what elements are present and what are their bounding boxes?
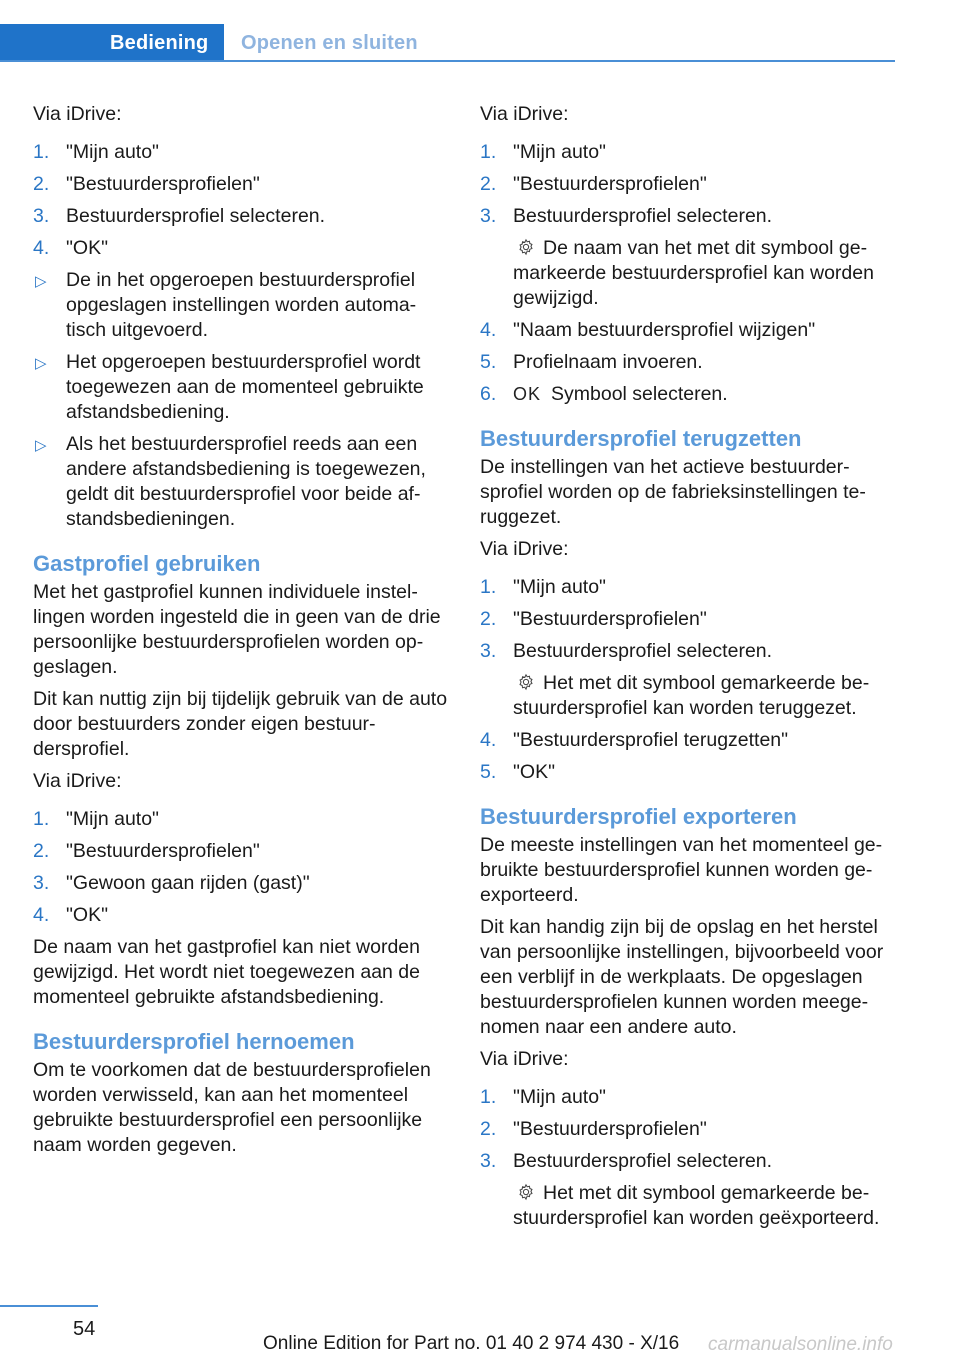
bullet-text: De in het opgeroepen bestuurdersprofiel opgeslagen instellingen worden automa-tisch uitgevoerd.: [66, 269, 417, 341]
paragraph: Om te voorkomen dat de bestuurdersprofielen worden verwisseld, kan aan het momenteel gebruikte bestuurdersprofiel een persoonlijke naam worden gegeven.: [33, 1059, 431, 1156]
list-item: [480, 350, 898, 375]
step-number: 1.: [480, 141, 497, 163]
list-item: [480, 760, 898, 785]
paragraph: De instellingen van het actieve bestuurder-sprofiel worden op de fabrieksinstellingen te-ruggezet.: [480, 456, 866, 528]
step-text: "OK": [66, 237, 109, 259]
steps-list: [33, 807, 451, 928]
right-column: [480, 102, 898, 1238]
paragraph: Dit kan handig zijn bij de opslag en het herstel van persoonlijke instellingen, bijvoorbeeld voor een verblijf in de werkplaats. De opgeslagen bestuurdersprofielen kunnen worden meege-nomen naar een andere auto.: [480, 916, 884, 1038]
list-item: [480, 1085, 898, 1110]
step-number: 2.: [480, 173, 497, 195]
paragraph: Met het gastprofiel kunnen individuele instel-lingen worden ingesteld die in geen van de drie persoonlijke bestuurdersprofielen worden op-geslagen.: [33, 581, 441, 678]
steps-list: [480, 1085, 898, 1174]
step-text: Bestuurdersprofiel selecteren.: [513, 640, 773, 662]
step-number: 2.: [480, 608, 497, 630]
step-number: 4.: [480, 319, 497, 341]
section-heading-terugzetten: Bestuurdersprofiel terugzetten: [480, 426, 802, 451]
bullet-text: Het opgeroepen bestuurdersprofiel wordt toegewezen aan de momenteel gebruikte afstandsbediening.: [66, 351, 424, 423]
via-idrive-label: Via iDrive:: [480, 1048, 569, 1070]
via-idrive-label: Via iDrive:: [33, 103, 122, 125]
step-text: "OK": [513, 761, 556, 783]
steps-list: [480, 728, 898, 785]
step-number: 3.: [480, 640, 497, 662]
note: [480, 236, 898, 311]
list-item: [33, 140, 451, 165]
step-text: Bestuurdersprofiel selecteren.: [66, 205, 326, 227]
step-text: "Bestuurdersprofielen": [513, 1118, 707, 1140]
list-item: [33, 903, 451, 928]
list-item: [33, 236, 451, 261]
note: [480, 1181, 898, 1231]
step-text: "Bestuurdersprofiel terugzetten": [513, 729, 789, 751]
step-number: 1.: [33, 808, 50, 830]
section-heading-exporteren: Bestuurdersprofiel exporteren: [480, 804, 797, 829]
step-number: 3.: [480, 205, 497, 227]
step-text: "Mijn auto": [66, 808, 159, 830]
step-text: "Naam bestuurdersprofiel wijzigen": [513, 319, 816, 341]
note-text: Het met dit symbool gemarkeerde be-stuurdersprofiel kan worden geëxporteerd.: [513, 1182, 880, 1229]
step-text: Symbool selecteren.: [551, 383, 728, 405]
list-item: [33, 839, 451, 864]
step-text: "Mijn auto": [513, 141, 606, 163]
triangle-bullet-icon: ▷: [35, 437, 47, 454]
list-item: [480, 639, 898, 664]
step-text: "OK": [66, 904, 109, 926]
step-text: "Mijn auto": [513, 1086, 606, 1108]
section-heading-hernoemen: Bestuurdersprofiel hernoemen: [33, 1029, 355, 1054]
step-number: 6.: [480, 383, 497, 405]
list-item: [33, 807, 451, 832]
list-item: [480, 607, 898, 632]
list-item: [33, 204, 451, 229]
list-item: [480, 204, 898, 229]
step-text: "Bestuurdersprofielen": [513, 173, 707, 195]
step-number: 1.: [33, 141, 50, 163]
list-item: [33, 432, 451, 532]
step-number: 5.: [480, 351, 497, 373]
gear-icon: [517, 238, 535, 256]
step-text: "Gewoon gaan rijden (gast)": [66, 872, 310, 894]
tab-bediening[interactable]: Bediening: [0, 24, 224, 62]
bullet-text: Als het bestuurdersprofiel reeds aan een andere afstandsbediening is toegewezen, geldt dit bestuurdersprofiel voor beide af-standsbedieningen.: [66, 433, 426, 530]
step-number: 2.: [33, 840, 50, 862]
tab-openen-en-sluiten[interactable]: Openen en sluiten: [241, 32, 418, 54]
page-number: 54: [73, 1318, 96, 1340]
steps-list: [480, 140, 898, 229]
list-item: [480, 172, 898, 197]
list-item: [480, 1149, 898, 1174]
steps-list: [480, 575, 898, 664]
list-item: [33, 172, 451, 197]
list-item: [480, 575, 898, 600]
list-item: [33, 871, 451, 896]
step-number: 2.: [33, 173, 50, 195]
step-number: 1.: [480, 576, 497, 598]
steps-list: [480, 318, 898, 407]
via-idrive-label: Via iDrive:: [33, 770, 122, 792]
step-text: Bestuurdersprofiel selecteren.: [513, 205, 773, 227]
via-idrive-label: Via iDrive:: [480, 538, 569, 560]
note-text: Het met dit symbool gemarkeerde be-stuurdersprofiel kan worden teruggezet.: [513, 672, 870, 719]
step-number: 4.: [33, 237, 50, 259]
step-text: "Mijn auto": [66, 141, 159, 163]
list-item: [480, 140, 898, 165]
header-divider: [0, 60, 895, 62]
list-item: [480, 1117, 898, 1142]
step-number: 1.: [480, 1086, 497, 1108]
triangle-bullet-icon: ▷: [35, 273, 47, 290]
step-text: Profielnaam invoeren.: [513, 351, 703, 373]
step-text: Bestuurdersprofiel selecteren.: [513, 1150, 773, 1172]
list-item: [33, 350, 451, 425]
note-text: De naam van het met dit symbool ge-markeerde bestuurdersprofiel kan worden gewijzigd.: [513, 237, 874, 309]
paragraph: Dit kan nuttig zijn bij tijdelijk gebruik van de auto door bestuurders zonder eigen bestuur-dersprofiel.: [33, 688, 448, 760]
via-idrive-label: Via iDrive:: [480, 103, 569, 125]
section-heading-gastprofiel: Gastprofiel gebruiken: [33, 551, 261, 576]
left-column: [33, 102, 451, 1165]
note: [480, 671, 898, 721]
step-text: "Bestuurdersprofielen": [66, 173, 260, 195]
step-number: 3.: [480, 1150, 497, 1172]
step-number: 4.: [33, 904, 50, 926]
step-text: "Bestuurdersprofielen": [66, 840, 260, 862]
step-number: 5.: [480, 761, 497, 783]
step-number: 3.: [33, 872, 50, 894]
page-header: [0, 24, 895, 62]
footer-edition: Online Edition for Part no. 01 40 2 974 430 - X/16: [263, 1333, 680, 1354]
steps-list: [33, 140, 451, 261]
step-text: "Mijn auto": [513, 576, 606, 598]
triangle-bullet-icon: ▷: [35, 355, 47, 372]
step-number: 2.: [480, 1118, 497, 1140]
list-item: [480, 318, 898, 343]
footer-divider: [0, 1305, 98, 1307]
ok-symbol-icon: OK: [513, 384, 542, 404]
list-item: [33, 268, 451, 343]
list-item: [480, 382, 898, 407]
bullet-list: [33, 268, 451, 532]
paragraph: De naam van het gastprofiel kan niet worden gewijzigd. Het wordt niet toegewezen aan de momenteel gebruikte afstandsbediening.: [33, 936, 420, 1008]
gear-icon: [517, 673, 535, 691]
step-text: "Bestuurdersprofielen": [513, 608, 707, 630]
list-item: [480, 728, 898, 753]
paragraph: De meeste instellingen van het momenteel ge-bruikte bestuurdersprofiel kunnen worden ge-exporteerd.: [480, 834, 883, 906]
gear-icon: [517, 1183, 535, 1201]
step-number: 3.: [33, 205, 50, 227]
watermark: carmanualsonline.info: [708, 1334, 893, 1355]
step-number: 4.: [480, 729, 497, 751]
